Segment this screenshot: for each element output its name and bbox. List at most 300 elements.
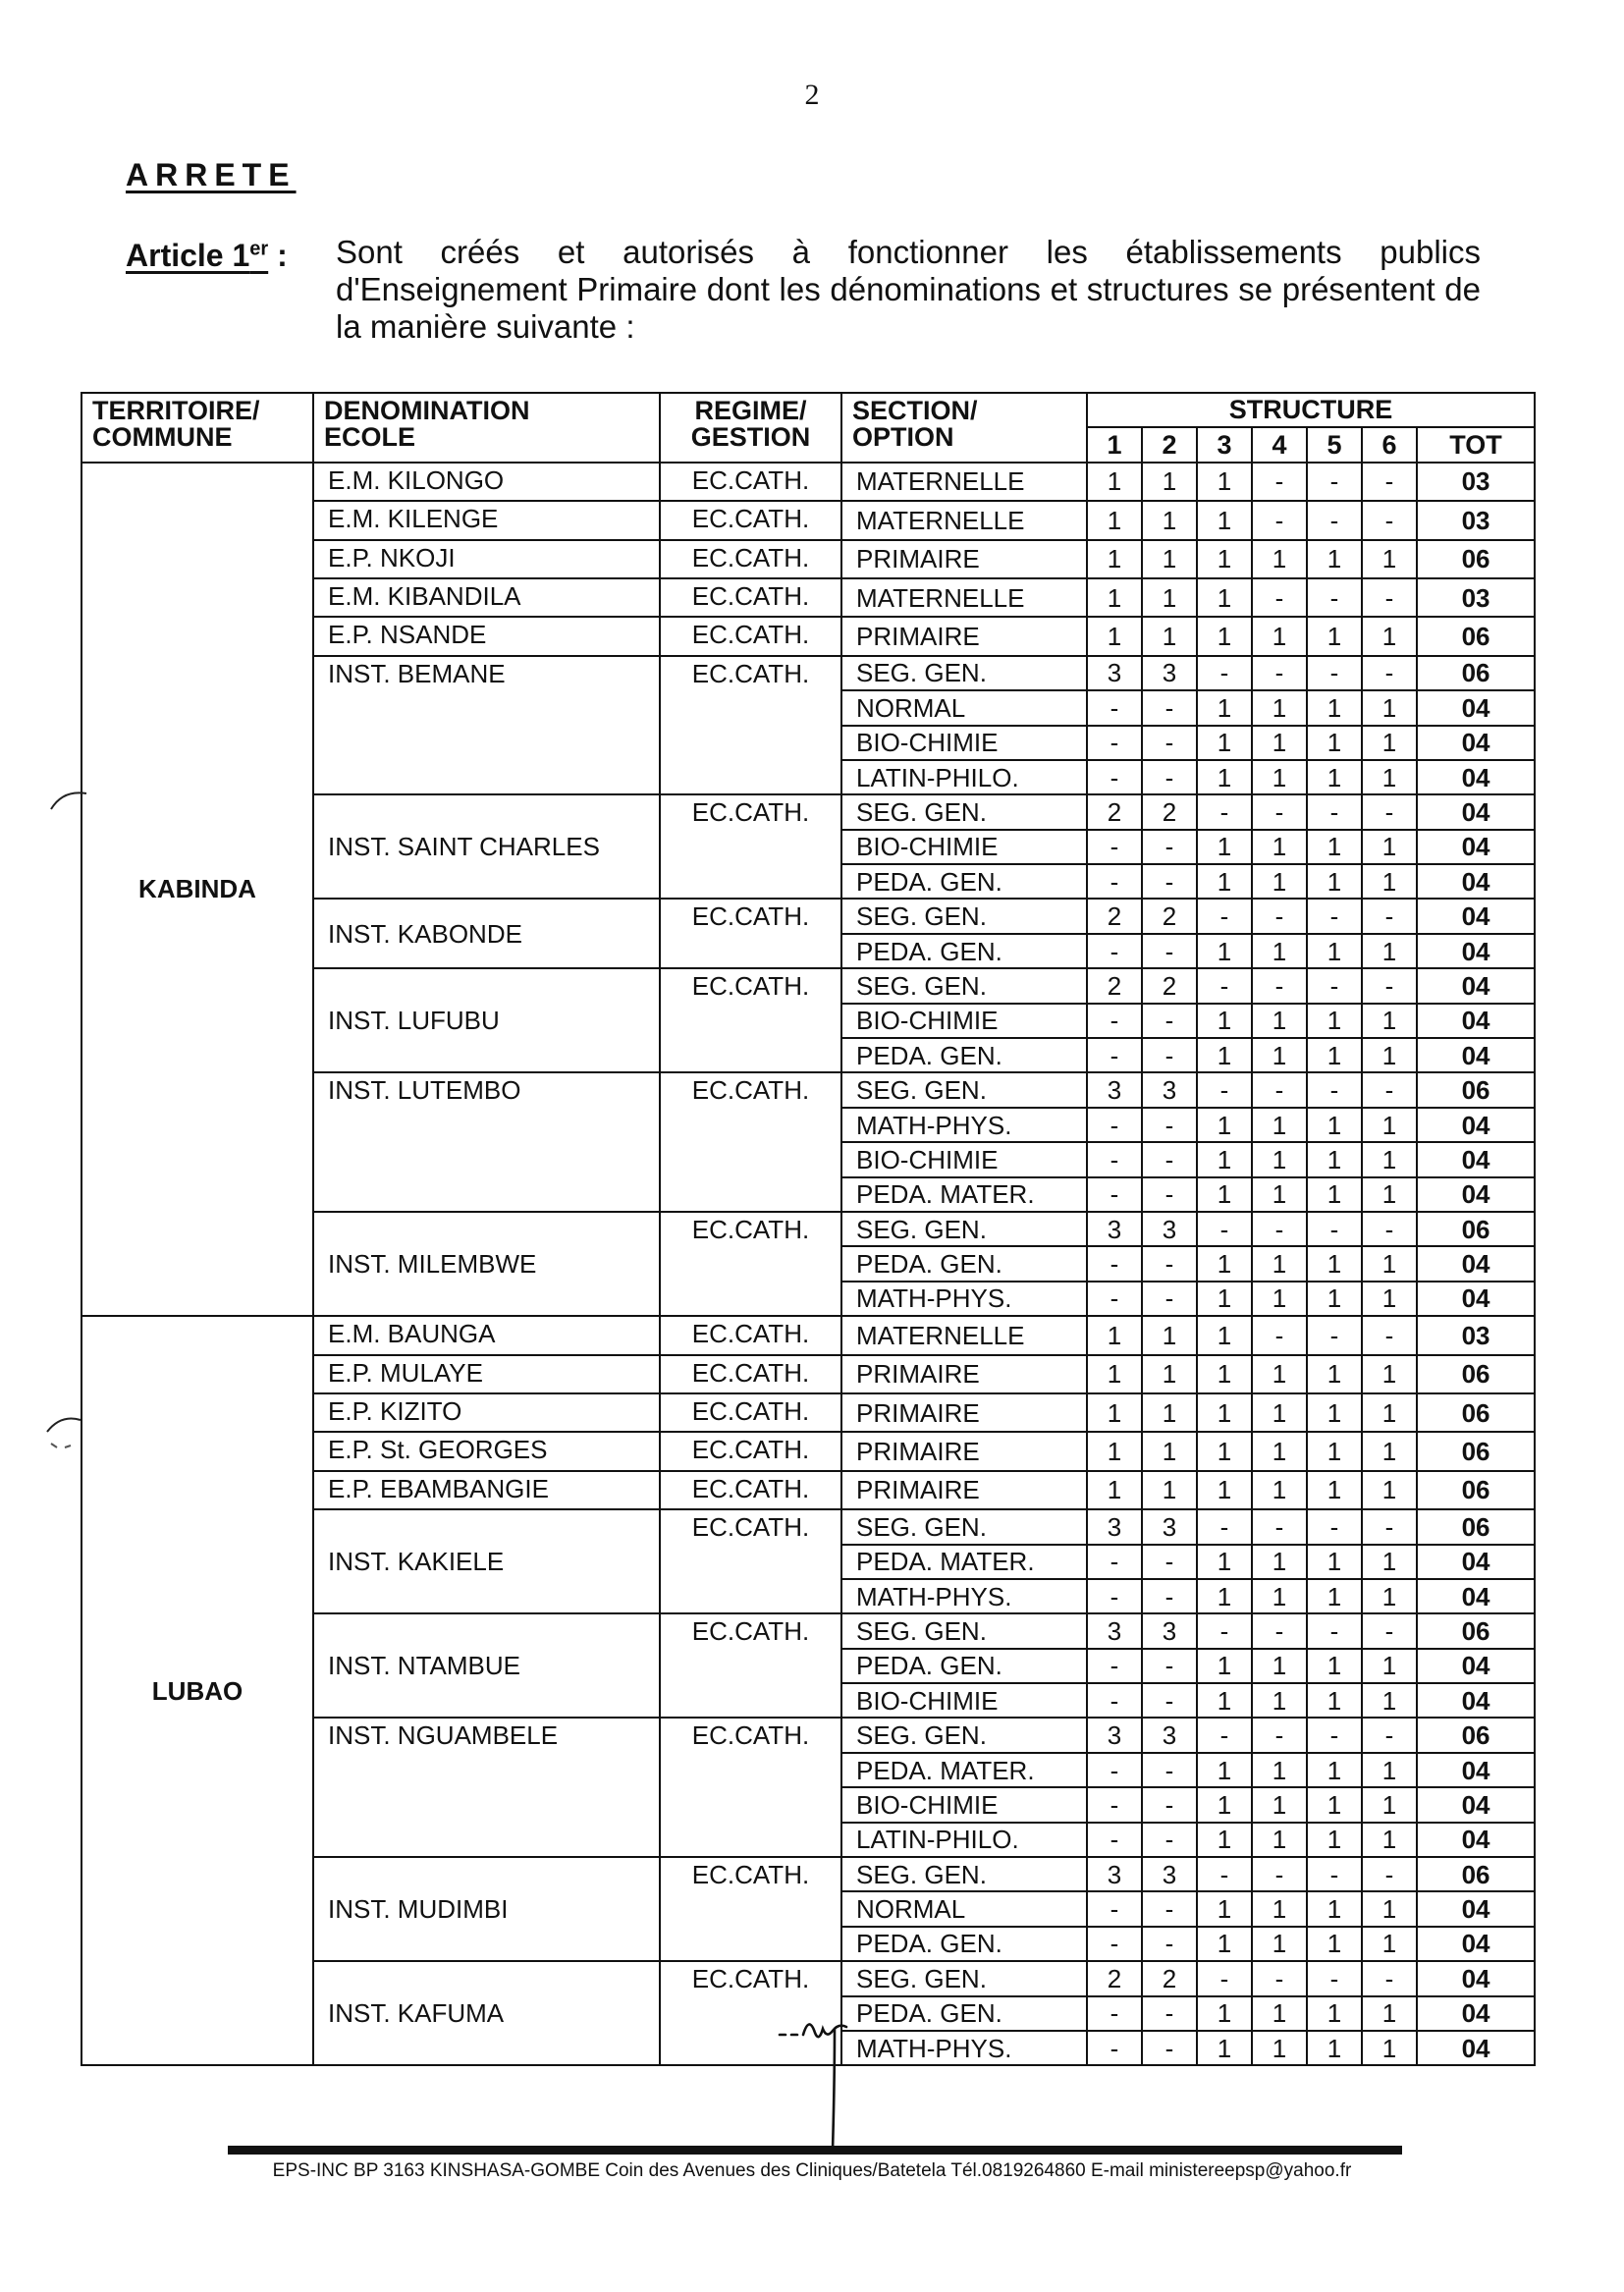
structure-year-4-cell: - [1252, 1718, 1307, 1752]
section-cell: MATH-PHYS. [841, 2031, 1087, 2065]
structure-year-1-cell: 2 [1087, 899, 1142, 933]
school-name-cell: INST. LUFUBU [313, 968, 660, 1072]
structure-year-1-cell: - [1087, 1177, 1142, 1212]
section-cell: MATH-PHYS. [841, 1282, 1087, 1316]
structure-year-5-cell: 1 [1307, 1649, 1362, 1683]
regime-cell: EC.CATH. [660, 1212, 841, 1316]
structure-year-4-cell: 1 [1252, 1177, 1307, 1212]
section-cell: PEDA. GEN. [841, 1996, 1087, 2031]
regime-cell: EC.CATH. [660, 1509, 841, 1613]
section-cell: PEDA. GEN. [841, 934, 1087, 968]
structure-year-4-cell: 1 [1252, 1282, 1307, 1316]
structure-year-3-cell: - [1197, 1961, 1252, 1995]
total-cell: 04 [1417, 864, 1535, 899]
structure-year-4-cell: 1 [1252, 1787, 1307, 1822]
regime-cell: EC.CATH. [660, 463, 841, 501]
structure-year-3-cell: 1 [1197, 864, 1252, 899]
structure-year-5-cell: 1 [1307, 1579, 1362, 1613]
margin-bracket-mark-2 [43, 1412, 86, 1451]
arrete-heading: ARRETE [126, 157, 297, 192]
article-label-sup: er [249, 238, 269, 260]
structure-year-3-cell: 1 [1197, 1316, 1252, 1354]
section-cell: BIO-CHIMIE [841, 726, 1087, 760]
structure-year-4-cell: - [1252, 1857, 1307, 1891]
total-cell: 04 [1417, 1891, 1535, 1926]
structure-year-5-cell: 1 [1307, 1177, 1362, 1212]
structure-year-1-cell: - [1087, 1579, 1142, 1613]
structure-year-6-cell: 1 [1362, 1891, 1417, 1926]
structure-year-2-cell: 1 [1142, 1316, 1197, 1354]
structure-year-4-cell: 1 [1252, 1393, 1307, 1432]
structure-year-2-cell: - [1142, 726, 1197, 760]
section-cell: LATIN-PHILO. [841, 760, 1087, 794]
structure-year-6-cell: 1 [1362, 1787, 1417, 1822]
school-name-cell: INST. MUDIMBI [313, 1857, 660, 1961]
structure-year-1-cell: 3 [1087, 656, 1142, 690]
structure-year-4-cell: - [1252, 501, 1307, 539]
structure-year-4-cell: - [1252, 968, 1307, 1003]
total-cell: 04 [1417, 1038, 1535, 1072]
structure-year-3-cell: 1 [1197, 1471, 1252, 1509]
section-cell: SEG. GEN. [841, 1961, 1087, 1995]
section-cell: BIO-CHIMIE [841, 1683, 1087, 1718]
structure-year-3-cell: 1 [1197, 1004, 1252, 1038]
structure-year-5-cell: - [1307, 1613, 1362, 1648]
structure-year-4-cell: - [1252, 1316, 1307, 1354]
school-name-cell: E.P. MULAYE [313, 1355, 660, 1393]
section-cell: MATERNELLE [841, 501, 1087, 539]
structure-year-4-cell: 1 [1252, 830, 1307, 864]
total-cell: 04 [1417, 794, 1535, 829]
section-cell: BIO-CHIMIE [841, 1142, 1087, 1176]
structure-year-1-cell: - [1087, 2031, 1142, 2065]
structure-year-4-cell: 1 [1252, 1579, 1307, 1613]
structure-year-5-cell: - [1307, 463, 1362, 501]
structure-year-1-cell: 1 [1087, 1316, 1142, 1354]
structure-year-1-cell: 1 [1087, 1471, 1142, 1509]
structure-year-1-cell: 3 [1087, 1613, 1142, 1648]
structure-year-1-cell: - [1087, 1246, 1142, 1281]
structure-year-2-cell: 2 [1142, 899, 1197, 933]
section-cell: PEDA. MATER. [841, 1753, 1087, 1787]
structure-year-2-cell: - [1142, 830, 1197, 864]
structure-year-4-cell: 1 [1252, 1927, 1307, 1961]
section-cell: NORMAL [841, 690, 1087, 725]
structure-year-6-cell: 1 [1362, 1177, 1417, 1212]
structure-year-1-cell: - [1087, 830, 1142, 864]
structure-year-2-cell: 3 [1142, 1613, 1197, 1648]
structure-year-6-cell: - [1362, 1613, 1417, 1648]
structure-year-5-cell: - [1307, 1212, 1362, 1246]
territory-cell: LUBAO [81, 1316, 313, 2065]
structure-year-2-cell: 2 [1142, 968, 1197, 1003]
structure-year-4-cell: 1 [1252, 1823, 1307, 1857]
total-cell: 04 [1417, 1683, 1535, 1718]
school-name-cell: INST. KABONDE [313, 899, 660, 968]
structure-year-5-cell: 1 [1307, 1996, 1362, 2031]
regime-cell: EC.CATH. [660, 968, 841, 1072]
structure-year-1-cell: - [1087, 1996, 1142, 2031]
structure-year-1-cell: 2 [1087, 1961, 1142, 1995]
structure-year-1-cell: - [1087, 1282, 1142, 1316]
structure-year-4-cell: - [1252, 1613, 1307, 1648]
structure-year-1-cell: 1 [1087, 578, 1142, 617]
structure-year-1-cell: - [1087, 1545, 1142, 1579]
structure-year-4-cell: - [1252, 899, 1307, 933]
structure-year-6-cell: - [1362, 899, 1417, 933]
structure-year-3-cell: 1 [1197, 760, 1252, 794]
structure-year-4-cell: 1 [1252, 1142, 1307, 1176]
structure-year-1-cell: 3 [1087, 1072, 1142, 1107]
regime-cell: EC.CATH. [660, 1857, 841, 1961]
regime-cell: EC.CATH. [660, 1471, 841, 1509]
structure-year-3-cell: 1 [1197, 1246, 1252, 1281]
school-name-cell: E.M. BAUNGA [313, 1316, 660, 1354]
regime-cell: EC.CATH. [660, 617, 841, 655]
structure-year-1-cell: - [1087, 1927, 1142, 1961]
structure-year-5-cell: 1 [1307, 830, 1362, 864]
header-denomination [313, 393, 660, 463]
header-territoire-line1: TERRITOIRE/ [92, 396, 260, 425]
total-cell: 06 [1417, 1432, 1535, 1470]
structure-year-4-cell: - [1252, 794, 1307, 829]
regime-cell: EC.CATH. [660, 501, 841, 539]
structure-year-3-cell: 1 [1197, 1753, 1252, 1787]
structure-year-6-cell: - [1362, 656, 1417, 690]
article-label-colon: : [268, 238, 288, 273]
header-total: TOT [1417, 427, 1535, 462]
section-cell: SEG. GEN. [841, 1072, 1087, 1107]
header-regime-line2: GESTION [690, 422, 811, 452]
structure-year-2-cell: - [1142, 1753, 1197, 1787]
structure-year-3-cell: 1 [1197, 1177, 1252, 1212]
regime-cell: EC.CATH. [660, 578, 841, 617]
footer-address: EPS-INC BP 3163 KINSHASA-GOMBE Coin des Avenues des Cliniques/Batetela Tél.0819264860 E-mail ministereepsp@yahoo.fr [272, 2160, 1352, 2181]
structure-year-4-cell: 1 [1252, 1108, 1307, 1142]
structure-year-5-cell: 1 [1307, 1891, 1362, 1926]
structure-year-6-cell: - [1362, 1509, 1417, 1544]
structure-year-3-cell: 1 [1197, 617, 1252, 655]
structure-year-2-cell: - [1142, 1246, 1197, 1281]
regime-cell: EC.CATH. [660, 656, 841, 795]
total-cell: 03 [1417, 501, 1535, 539]
structure-year-6-cell: 1 [1362, 617, 1417, 655]
structure-year-1-cell: 3 [1087, 1509, 1142, 1544]
structure-year-3-cell: - [1197, 1613, 1252, 1648]
structure-year-6-cell: - [1362, 1212, 1417, 1246]
section-cell: BIO-CHIMIE [841, 1787, 1087, 1822]
total-cell: 03 [1417, 463, 1535, 501]
structure-year-5-cell: 1 [1307, 1108, 1362, 1142]
structure-year-4-cell: 1 [1252, 1038, 1307, 1072]
structure-year-5-cell: 1 [1307, 2031, 1362, 2065]
structure-year-3-cell: - [1197, 656, 1252, 690]
structure-year-5-cell: - [1307, 656, 1362, 690]
structure-year-3-cell: - [1197, 1857, 1252, 1891]
structure-year-4-cell: 1 [1252, 1545, 1307, 1579]
section-cell: SEG. GEN. [841, 1718, 1087, 1752]
total-cell: 06 [1417, 1355, 1535, 1393]
regime-cell: EC.CATH. [660, 1613, 841, 1718]
structure-year-2-cell: - [1142, 1004, 1197, 1038]
structure-year-2-cell: - [1142, 690, 1197, 725]
structure-year-1-cell: 1 [1087, 1393, 1142, 1432]
structure-year-5-cell: 1 [1307, 864, 1362, 899]
total-cell: 06 [1417, 656, 1535, 690]
total-cell: 04 [1417, 1649, 1535, 1683]
total-cell: 04 [1417, 1142, 1535, 1176]
structure-year-5-cell: 1 [1307, 1432, 1362, 1470]
structure-year-2-cell: - [1142, 1282, 1197, 1316]
structure-year-2-cell: 1 [1142, 1393, 1197, 1432]
structure-year-4-cell: - [1252, 1212, 1307, 1246]
structure-year-6-cell: 1 [1362, 1355, 1417, 1393]
article-text: Sont créés et autorisés à fonctionner les établissements publics d'Enseignement Primaire dont les dénominations et structures se présentent de la manière suivante : [336, 234, 1481, 345]
structure-year-5-cell: 1 [1307, 1004, 1362, 1038]
structure-year-3-cell: - [1197, 968, 1252, 1003]
school-name-cell: E.P. KIZITO [313, 1393, 660, 1432]
structure-year-6-cell: 1 [1362, 726, 1417, 760]
structure-year-4-cell: 1 [1252, 760, 1307, 794]
structure-year-1-cell: 3 [1087, 1718, 1142, 1752]
structure-year-3-cell: 1 [1197, 2031, 1252, 2065]
structure-year-1-cell: 3 [1087, 1212, 1142, 1246]
structure-year-4-cell: 1 [1252, 1683, 1307, 1718]
header-year-6: 6 [1362, 427, 1417, 462]
structure-year-4-cell: - [1252, 656, 1307, 690]
header-regime-line1: REGIME/ [694, 396, 807, 425]
structure-year-2-cell: 3 [1142, 656, 1197, 690]
total-cell: 04 [1417, 899, 1535, 933]
total-cell: 06 [1417, 1072, 1535, 1107]
structure-year-2-cell: - [1142, 1177, 1197, 1212]
structure-year-5-cell: 1 [1307, 1471, 1362, 1509]
school-name-cell: INST. BEMANE [313, 656, 660, 795]
structure-year-5-cell: 1 [1307, 1282, 1362, 1316]
structure-year-4-cell: - [1252, 463, 1307, 501]
section-cell: PEDA. GEN. [841, 1649, 1087, 1683]
structure-year-4-cell: 1 [1252, 1891, 1307, 1926]
structure-year-5-cell: - [1307, 899, 1362, 933]
section-cell: PRIMAIRE [841, 1432, 1087, 1470]
structure-year-2-cell: - [1142, 1927, 1197, 1961]
structure-year-2-cell: 1 [1142, 617, 1197, 655]
school-name-cell: INST. KAKIELE [313, 1509, 660, 1613]
structure-year-3-cell: 1 [1197, 1432, 1252, 1470]
structure-year-6-cell: 1 [1362, 1393, 1417, 1432]
structure-year-6-cell: 1 [1362, 934, 1417, 968]
structure-year-6-cell: 1 [1362, 1282, 1417, 1316]
structure-year-2-cell: - [1142, 1579, 1197, 1613]
structure-year-2-cell: 1 [1142, 463, 1197, 501]
header-year-2: 2 [1142, 427, 1197, 462]
structure-year-4-cell: 1 [1252, 934, 1307, 968]
structure-year-1-cell: - [1087, 864, 1142, 899]
section-cell: PRIMAIRE [841, 1355, 1087, 1393]
structure-year-5-cell: 1 [1307, 540, 1362, 578]
regime-cell: EC.CATH. [660, 1432, 841, 1470]
total-cell: 04 [1417, 1246, 1535, 1281]
total-cell: 04 [1417, 1823, 1535, 1857]
structure-year-4-cell: 1 [1252, 1471, 1307, 1509]
structure-year-5-cell: - [1307, 1961, 1362, 1995]
structure-year-3-cell: 1 [1197, 1545, 1252, 1579]
section-cell: MATERNELLE [841, 578, 1087, 617]
structure-year-1-cell: - [1087, 1787, 1142, 1822]
structure-year-3-cell: 1 [1197, 1927, 1252, 1961]
header-denomination-line2: ECOLE [324, 422, 416, 452]
structure-year-2-cell: 1 [1142, 501, 1197, 539]
section-cell: SEG. GEN. [841, 968, 1087, 1003]
page-number: 2 [804, 79, 820, 111]
total-cell: 04 [1417, 830, 1535, 864]
structure-year-6-cell: - [1362, 968, 1417, 1003]
structure-year-6-cell: 1 [1362, 540, 1417, 578]
structure-year-5-cell: - [1307, 1857, 1362, 1891]
regime-cell: EC.CATH. [660, 899, 841, 968]
school-name-cell: E.P. EBAMBANGIE [313, 1471, 660, 1509]
structure-year-6-cell: - [1362, 578, 1417, 617]
section-cell: SEG. GEN. [841, 656, 1087, 690]
handwritten-initials [776, 2013, 874, 2160]
structure-year-3-cell: 1 [1197, 578, 1252, 617]
structure-year-2-cell: 1 [1142, 1355, 1197, 1393]
structure-year-3-cell: - [1197, 1212, 1252, 1246]
regime-cell: EC.CATH. [660, 1718, 841, 1857]
header-territoire [81, 393, 313, 463]
school-name-cell: INST. MILEMBWE [313, 1212, 660, 1316]
structure-year-5-cell: 1 [1307, 1823, 1362, 1857]
school-name-cell: INST. NGUAMBELE [313, 1718, 660, 1857]
structure-year-6-cell: 1 [1362, 1108, 1417, 1142]
structure-year-4-cell: 1 [1252, 690, 1307, 725]
total-cell: 04 [1417, 1282, 1535, 1316]
school-name-cell: INST. KAFUMA [313, 1961, 660, 2065]
structure-year-1-cell: - [1087, 1683, 1142, 1718]
structure-year-2-cell: - [1142, 2031, 1197, 2065]
structure-year-3-cell: 1 [1197, 1038, 1252, 1072]
school-name-cell: E.P. NKOJI [313, 540, 660, 578]
section-cell: MATERNELLE [841, 1316, 1087, 1354]
structure-year-6-cell: 1 [1362, 1545, 1417, 1579]
structure-year-3-cell: 1 [1197, 1579, 1252, 1613]
structure-year-5-cell: 1 [1307, 1142, 1362, 1176]
structure-year-4-cell: 1 [1252, 1246, 1307, 1281]
article-label-main: Article 1 [126, 238, 250, 273]
table-row [81, 463, 1535, 501]
section-cell: LATIN-PHILO. [841, 1823, 1087, 1857]
structure-year-1-cell: 2 [1087, 794, 1142, 829]
structure-year-3-cell: 1 [1197, 1996, 1252, 2031]
regime-cell: EC.CATH. [660, 794, 841, 899]
structure-year-6-cell: - [1362, 463, 1417, 501]
section-cell: BIO-CHIMIE [841, 1004, 1087, 1038]
structure-year-2-cell: - [1142, 760, 1197, 794]
total-cell: 06 [1417, 1718, 1535, 1752]
section-cell: MATH-PHYS. [841, 1579, 1087, 1613]
section-cell: SEG. GEN. [841, 899, 1087, 933]
structure-year-5-cell: 1 [1307, 760, 1362, 794]
header-year-3: 3 [1197, 427, 1252, 462]
section-cell: PRIMAIRE [841, 1393, 1087, 1432]
structure-year-3-cell: 1 [1197, 1393, 1252, 1432]
structure-year-5-cell: 1 [1307, 1545, 1362, 1579]
structure-year-5-cell: 1 [1307, 1683, 1362, 1718]
section-cell: PEDA. GEN. [841, 1038, 1087, 1072]
structure-year-3-cell: 1 [1197, 501, 1252, 539]
structure-year-4-cell: 1 [1252, 1432, 1307, 1470]
structure-year-6-cell: 1 [1362, 1996, 1417, 2031]
header-structure: STRUCTURE [1087, 393, 1535, 427]
total-cell: 06 [1417, 1212, 1535, 1246]
structure-year-4-cell: 1 [1252, 2031, 1307, 2065]
structure-year-4-cell: - [1252, 1072, 1307, 1107]
structure-year-6-cell: - [1362, 1961, 1417, 1995]
structure-year-1-cell: 1 [1087, 463, 1142, 501]
section-cell: MATH-PHYS. [841, 1108, 1087, 1142]
structure-year-5-cell: 1 [1307, 1393, 1362, 1432]
structure-year-2-cell: - [1142, 1891, 1197, 1926]
margin-bracket-mark [47, 786, 90, 815]
structure-year-2-cell: - [1142, 1142, 1197, 1176]
structure-year-6-cell: 1 [1362, 690, 1417, 725]
structure-year-1-cell: - [1087, 1004, 1142, 1038]
total-cell: 03 [1417, 578, 1535, 617]
school-name-cell: INST. SAINT CHARLES [313, 794, 660, 899]
territory-cell: KABINDA [81, 463, 313, 1316]
regime-cell: EC.CATH. [660, 540, 841, 578]
total-cell: 04 [1417, 760, 1535, 794]
structure-year-6-cell: - [1362, 1316, 1417, 1354]
regime-cell: EC.CATH. [660, 1393, 841, 1432]
section-cell: PEDA. MATER. [841, 1545, 1087, 1579]
structure-year-4-cell: 1 [1252, 726, 1307, 760]
header-year-4: 4 [1252, 427, 1307, 462]
structure-year-2-cell: 1 [1142, 540, 1197, 578]
school-name-cell: E.P. NSANDE [313, 617, 660, 655]
structure-year-4-cell: 1 [1252, 1004, 1307, 1038]
structure-year-1-cell: 1 [1087, 1355, 1142, 1393]
header-section-line2: OPTION [852, 422, 954, 452]
structure-year-2-cell: - [1142, 864, 1197, 899]
total-cell: 04 [1417, 690, 1535, 725]
schools-table [81, 392, 1536, 2066]
table-row [81, 1316, 1535, 1354]
structure-year-2-cell: - [1142, 1649, 1197, 1683]
total-cell: 04 [1417, 1108, 1535, 1142]
total-cell: 04 [1417, 934, 1535, 968]
structure-year-6-cell: 1 [1362, 830, 1417, 864]
structure-year-1-cell: - [1087, 934, 1142, 968]
structure-year-5-cell: - [1307, 1316, 1362, 1354]
structure-year-5-cell: 1 [1307, 1787, 1362, 1822]
section-cell: PEDA. GEN. [841, 1246, 1087, 1281]
structure-year-3-cell: - [1197, 794, 1252, 829]
school-name-cell: INST. LUTEMBO [313, 1072, 660, 1212]
structure-year-2-cell: - [1142, 1996, 1197, 2031]
structure-year-2-cell: - [1142, 1787, 1197, 1822]
structure-year-3-cell: 1 [1197, 1683, 1252, 1718]
structure-year-2-cell: - [1142, 1038, 1197, 1072]
structure-year-3-cell: - [1197, 1072, 1252, 1107]
total-cell: 06 [1417, 1857, 1535, 1891]
structure-year-1-cell: - [1087, 690, 1142, 725]
structure-year-1-cell: 2 [1087, 968, 1142, 1003]
section-cell: PEDA. GEN. [841, 864, 1087, 899]
structure-year-5-cell: - [1307, 501, 1362, 539]
structure-year-2-cell: 3 [1142, 1857, 1197, 1891]
structure-year-2-cell: - [1142, 1545, 1197, 1579]
